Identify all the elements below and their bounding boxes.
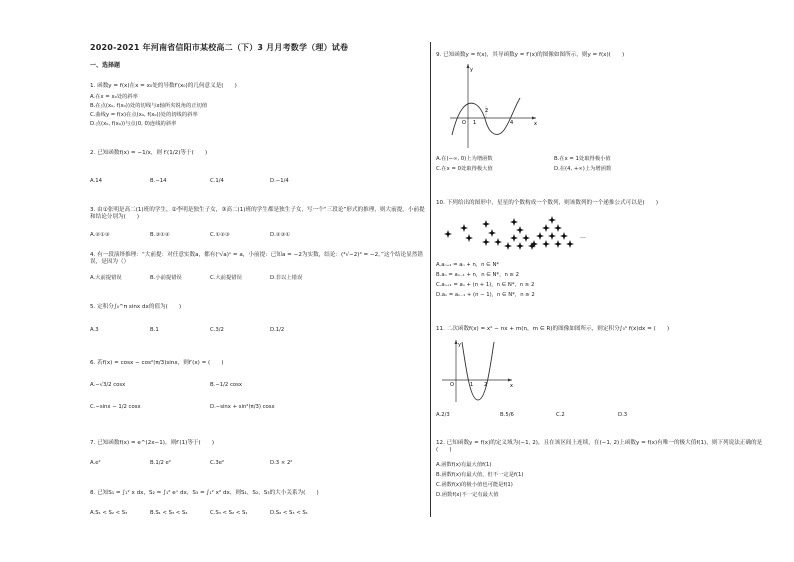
q10-star (548, 232, 556, 240)
q10-star (465, 234, 473, 242)
q11-option-a[interactable]: A.2/3 (436, 412, 450, 418)
q3-option-c[interactable]: C.①②③ (210, 232, 230, 238)
q1-stem: 1. 函数y = f(x)在x = x₀处的导数f′(x₀)的几何意义是( ) (90, 83, 237, 89)
q8-option-b[interactable]: B.S₁ < S₃ < S₂ (150, 510, 188, 516)
q10-star (516, 226, 524, 234)
q9-tick-1: 1 (473, 120, 477, 126)
q2-option-d[interactable]: D.−1/4 (270, 178, 289, 184)
exam-title: 2020-2021 年河南省信阳市某校高二（下）3 月月考数学（理）试卷 (90, 43, 349, 52)
q5-stem: 5. 定积分∫₀^π sinx dx的值为( ) (90, 304, 182, 310)
q11-stem: 11. 二次函数f(x) = x² − nx + m(n，m ∈ R)的图像如图所示，则定积分∫₀¹ f(x)dx = ( ) (436, 326, 670, 332)
q11-option-d[interactable]: D.3 (618, 412, 628, 418)
q5-option-b[interactable]: B.1 (150, 327, 159, 333)
q5-option-a[interactable]: A.3 (90, 327, 99, 333)
q11-option-c[interactable]: C.2 (556, 412, 565, 418)
q1-option-a[interactable]: A.在x = x₀处的斜率 (90, 94, 138, 100)
q6-option-a[interactable]: A.−√3/2 cosx (90, 382, 126, 388)
q1-option-b[interactable]: B.在点(x₀, f(x₀))处的切线与x轴所夹锐角的正切值 (90, 103, 208, 109)
q10-star (516, 242, 524, 250)
q6-option-c[interactable]: C.−sinx − 1/2 cosx (90, 404, 141, 410)
q11-parabola-graph (440, 338, 518, 404)
q7-option-b[interactable]: B.1/2 e² (150, 460, 171, 466)
q9-derivative-graph (448, 60, 540, 150)
q10-option-c[interactable]: C.aₙ₊₁ = aₙ + (n + 1)，n ∈ N*，n ≥ 2 (436, 282, 535, 288)
q11-y-label: y (458, 342, 461, 348)
q10-option-a[interactable]: A.aₙ₊₁ = aₙ + n，n ∈ N* (436, 262, 500, 268)
q2-option-c[interactable]: C.1/4 (210, 178, 224, 184)
q10-option-b[interactable]: B.aₙ = aₙ₋₁ + n，n ∈ N*，n ≥ 2 (436, 272, 519, 278)
q9-option-b[interactable]: B.在x = 1处取得极小值 (554, 156, 611, 162)
q10-star (510, 234, 518, 242)
q10-ellipsis: … (580, 233, 586, 240)
q10-star (510, 218, 518, 226)
q4-option-d[interactable]: D.非以上错误 (270, 275, 303, 281)
q11-x-label: x (510, 383, 513, 389)
q10-star (522, 234, 530, 242)
q1-option-d[interactable]: D.点(x₀, f(x₀))与点(0, 0)连线的斜率 (90, 121, 177, 127)
q10-star (542, 240, 550, 248)
q8-option-d[interactable]: D.S₂ < S₃ < S₁ (270, 510, 308, 516)
q10-star (494, 238, 502, 246)
q4-option-c[interactable]: C.大前提错误 (210, 275, 242, 281)
q7-stem: 7. 已知函数f(x) = e^(2x−1)，则f′(1)等于( ) (90, 440, 215, 446)
q12-option-b[interactable]: B.函数f(x)有最大值，但不一定是f(1) (436, 472, 524, 478)
q2-option-a[interactable]: A.14 (90, 178, 102, 184)
q10-star (566, 240, 574, 248)
q9-option-d[interactable]: D.在(4, +∞)上为增函数 (554, 166, 612, 172)
q9-tick-2: 2 (485, 108, 489, 114)
q6-stem: 6. 若f(x) = cosx − cos²(π/3)sinx，则f′(x) = ( ) (90, 360, 224, 366)
q10-star (554, 224, 562, 232)
q11-x-arrow (508, 379, 512, 382)
q7-option-d[interactable]: D.3 × 2² (270, 460, 293, 466)
q11-tick-2: 2 (484, 382, 488, 388)
q9-x-arrow (532, 117, 536, 120)
q8-option-c[interactable]: C.S₃ < S₂ < S₁ (210, 510, 248, 516)
q2-stem: 2. 已知函数f(x) = −1/x，则 f′(1/2)等于( ) (90, 150, 208, 156)
q4-option-a[interactable]: A.大前提错误 (90, 275, 122, 281)
column-divider (430, 42, 431, 517)
q11-tick-1: 1 (470, 382, 474, 388)
q10-star (488, 229, 496, 237)
q8-option-a[interactable]: A.S₁ < S₂ < S₃ (90, 510, 128, 516)
q6-option-d[interactable]: D.−sinx + sin²(π/3) cosx (210, 404, 275, 410)
q12-option-a[interactable]: A.函数f(x)有最大值f(1) (436, 462, 492, 468)
q10-star (548, 216, 556, 224)
q3-option-d[interactable]: D.②③① (270, 232, 291, 238)
q9-x-label: x (534, 121, 537, 127)
q7-option-a[interactable]: A.e² (90, 460, 101, 466)
q4-stem: 4. 有一段演绎推理：“大前提：对任意实数a，都有(ⁿ√a)ⁿ = a，小前提：已知a = −2为实数，结论：(⁴√−2)⁴ = −2，”这个结论显然错误，是因为（） (90, 252, 424, 265)
q3-option-a[interactable]: A.②①③ (90, 232, 110, 238)
q10-star (536, 232, 544, 240)
q3-option-b[interactable]: B.③①② (150, 232, 170, 238)
q10-star (460, 224, 468, 232)
q2-option-b[interactable]: B.−14 (150, 178, 167, 184)
q9-tick-4: 4 (510, 120, 514, 126)
q8-stem: 8. 已知S₁ = ∫₁² x dx，S₂ = ∫₁² eˣ dx，S₃ = ∫₁² x² dx，则S₁，S₂，S₃的大小关系为( ) (90, 490, 319, 496)
section-heading: 一、选择题 (90, 62, 121, 69)
q10-option-d[interactable]: D.aₙ = aₙ₋₁ + (n − 1)，n ∈ N*，n ≥ 2 (436, 292, 535, 298)
q11-option-b[interactable]: B.5/6 (500, 412, 514, 418)
q1-option-c[interactable]: C.曲线y = f(x)在点(x₀, f(x₀))处的切线的斜率 (90, 112, 198, 118)
q5-option-d[interactable]: D.1/2 (270, 327, 285, 333)
q10-star (482, 238, 490, 246)
q10-star (444, 230, 452, 238)
q9-option-a[interactable]: A.在(−∞, 0)上为增函数 (436, 156, 493, 162)
q5-option-c[interactable]: C.3/2 (210, 327, 224, 333)
q10-stem: 10. 下列给出的图形中，星星的个数构成一个数列，则该数列的一个递推公式可以是( ) (436, 200, 659, 206)
q7-option-c[interactable]: C.3e² (210, 460, 225, 466)
q9-origin-label: O (462, 120, 466, 126)
q11-curve (462, 342, 494, 400)
q11-origin-label: O (450, 382, 454, 388)
q12-stem: 12. 已知函数y = f(x)的定义域为(−1, 2)，且在该区间上连续，在(−1, 2)上函数y = f(x)有唯一的极大值f(1)，则下列说法正确的是( ) (436, 440, 763, 453)
q9-option-c[interactable]: C.在x = 0处取得极大值 (436, 166, 493, 172)
q10-star (554, 240, 562, 248)
q10-star-figure (440, 214, 610, 254)
q10-star (560, 232, 568, 240)
q10-star (482, 220, 490, 228)
q3-stem: 3. 由①张明是高二(1)班的学生，②李明是独生子女，③高二(1)班的学生都是独生子女，写一个“三段论”形式的推理，则大前提，小前提和结论分别为( ) (90, 207, 425, 220)
q12-option-d[interactable]: D.函数f(x)不一定有最大值 (436, 492, 499, 498)
q6-option-b[interactable]: B.−1/2 cosx (210, 382, 243, 388)
q9-stem: 9. 已知函数y = f(x)，其导函数y = f′(x)的图像如图所示，则y = f(x)( ) (436, 52, 625, 58)
q12-option-c[interactable]: C.函数f(x)的极小值也可能是f(1) (436, 482, 513, 488)
q4-option-b[interactable]: B.小前提错误 (150, 275, 182, 281)
q9-y-label: y (470, 67, 473, 73)
q10-star (504, 242, 512, 250)
q10-star (542, 224, 550, 232)
